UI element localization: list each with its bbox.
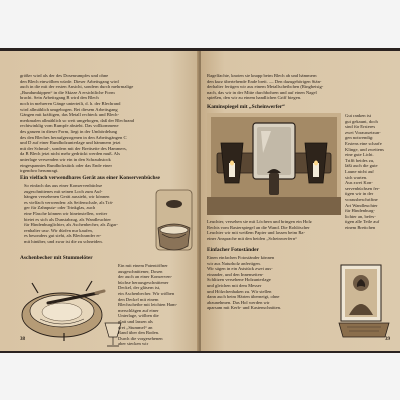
text-line: Gut ranken ist xyxy=(345,113,372,118)
text-line: gut gekaunt, doch xyxy=(345,118,378,124)
ashtray-illustration xyxy=(18,263,114,345)
text-line: Einen einfachen Fotoständer können xyxy=(207,255,275,260)
text-line: Aus zwei Kon- xyxy=(345,180,373,186)
text-line: es besonders gut sieht, als Blechrander er- xyxy=(24,233,102,239)
text-line: bracht. Sein Arbeitsgang B wird den Blech xyxy=(20,95,99,101)
text-line: wird allmählich umgebogen. Bei diesem Arbeitsgang xyxy=(20,106,118,112)
right-page-side-text xyxy=(345,113,397,230)
text-line: den kurz übertehende Ende breit. — Den dazugehörigen Stän- xyxy=(207,78,322,84)
text-line: auch in die mit der ersten Ansicht, sondern durch mehrmalige xyxy=(20,84,134,90)
right-page-number: 39 xyxy=(385,337,390,342)
hanging-dish-illustration xyxy=(150,186,196,258)
text-line: größer wird als der des Dosenrumpfes und ohne xyxy=(20,73,109,78)
text-line: einer Ansprache mit den beiden „Scheinwerfern“ xyxy=(207,235,298,241)
right-page-middle-text xyxy=(207,219,379,241)
text-line: ein Aschenbecher. Wir wölben xyxy=(118,290,175,296)
left-page xyxy=(0,51,199,351)
text-line: Leuchter, versehen sie mit Löchern und bringen ein Holz xyxy=(207,219,312,224)
text-line: Blechscheibe mit leichten Ham- xyxy=(118,302,178,308)
text-line: merschlägen auf einer xyxy=(118,307,159,313)
text-line: und Hölzchenhaken zu. Wir stellen xyxy=(207,288,272,294)
right-heading-fotostaender: Einfacher Fotoständer xyxy=(207,247,259,253)
text-line: läßt auch die gute xyxy=(345,163,378,169)
left-heading-aschenbecher: Aschenbecher mit Stummelöter xyxy=(20,255,93,261)
left-heading-konservenbuechse: Ein vielfach verwendbares Gerät aus einer Konservenbüchse xyxy=(20,175,160,181)
photo-stand-illustration xyxy=(337,261,393,343)
text-line: dann auch beim Härten überneigt, ohne xyxy=(207,294,280,300)
text-line: einander, und den Innenseiten- xyxy=(207,271,264,277)
text-line: eine Flasche können wir hineinstellen, weiter xyxy=(24,210,108,216)
book-spread xyxy=(0,51,400,351)
text-line: Art Wandleuchter xyxy=(345,202,378,208)
text-line: Ragelfachte, knoten sie knapp beim Blech ab und hämmern xyxy=(207,73,317,78)
text-line: sind für Ersteres xyxy=(345,124,376,130)
text-line: glatt und lassen als xyxy=(118,318,153,324)
text-line: den Blech einwölben würde. Dieser Arbeitsgang wird xyxy=(20,78,119,84)
text-line: tigen wir in der xyxy=(345,191,374,197)
text-line: servenbüchsen fer- xyxy=(345,185,380,191)
text-line: derhalter fertigen wir aus einem Metallscheibchen (Ringbeisig- xyxy=(207,84,324,90)
right-heading-kaminspiegel: Kaminspiegel mit „Scheinwerfer“ xyxy=(207,104,285,110)
right-page-bottom-text xyxy=(207,255,331,311)
kaminspiegel-illustration xyxy=(207,113,341,215)
text-line: der auch an einer Konserven- xyxy=(118,274,173,280)
text-line: sich warten. xyxy=(345,174,368,180)
text-line: Klinge, und zweitens xyxy=(345,146,384,152)
text-line: Wir sägen in ein Aststück zwei aus- xyxy=(207,266,273,272)
text-line: abzunehmen. Das Hol werden wir xyxy=(207,299,270,305)
left-page-top-text xyxy=(20,73,196,174)
text-line: und gleichen mit dem Messer xyxy=(207,282,262,288)
text-line: büchse herausgeschnittener xyxy=(118,279,169,285)
text-line: wir aus Naturholz anfertigen. xyxy=(207,260,261,266)
text-line: unterlage verwenden wir ein in den Schraubstock xyxy=(20,156,111,162)
text-line: Unterlage, wölben die xyxy=(118,313,159,319)
text-line: vorausbeschriftne xyxy=(345,196,378,202)
text-line: mit der Schmal-, sondern mit der Breitseite des Hammers, xyxy=(20,145,127,151)
text-line: Rand über den Boden. xyxy=(118,330,160,336)
text-line: aparsam mit Kerb- und Kastenschnitten. xyxy=(207,305,282,311)
left-page-bottom-text xyxy=(118,263,196,347)
text-line: Schlitzen versehene Holzunterlage xyxy=(207,277,271,283)
text-line: renhalter usw. Wir dürfen nur kaufen, xyxy=(24,227,93,233)
text-line: nach, das wir in der Mitte durchbohren und auf einen Nagel xyxy=(207,89,317,95)
text-line: zugeschnittenes mit seinen Loch zum Auf- xyxy=(24,188,103,194)
text-line: für Hindenburglichter, als Aschenbecher, als Zigar- xyxy=(24,222,118,228)
text-line: hängen versehenen Gerät aussieht, wir können xyxy=(24,194,110,200)
text-line: eingespanntes Rundholzstück oder das Ende einer xyxy=(20,162,112,168)
text-line: Laune nicht auf xyxy=(345,168,374,174)
text-line: irgendwo herumragt. xyxy=(20,168,59,174)
text-line: Trifft beides zu, xyxy=(345,157,375,163)
text-line: ger für Zahnputz- oder Trinkglas, auch xyxy=(24,205,96,211)
text-line: Gängen mit kräftigen, das Metall rechteck und Blech- xyxy=(20,112,119,118)
text-line: Durch die vorgesehenen xyxy=(118,335,163,341)
text-line: lichter an, befes- xyxy=(345,213,376,219)
text-line: Leuchter wir mit weißem Papier und lassen beim Ra- xyxy=(207,230,305,236)
text-line: So einfach das aus einer Konservenbüchse xyxy=(24,183,103,188)
left-page-middle-text xyxy=(24,183,152,245)
text-line: gen notwendig: xyxy=(345,135,374,141)
text-line: ausgeschnittener, Dosen xyxy=(118,268,163,274)
text-line: für Hindenburg- xyxy=(345,208,375,214)
text-line: spießen, den wir zu einem handlichen Griff biegen. xyxy=(207,95,302,101)
text-line: tigen alle Teile auf xyxy=(345,219,380,225)
text-line: und D auf einer Rundholzunterlage und hämmern jetzt xyxy=(20,140,121,146)
text-line: drei „Stummel“ an xyxy=(118,324,153,330)
text-line: noch in mehreren Gänge unterteilt, d. h. der Blechrand xyxy=(20,100,121,106)
left-page-number: 38 xyxy=(20,337,25,342)
text-line: merkmalen allmählich so weit umgebogen, daß der Blechrand xyxy=(20,117,135,123)
text-line: den Deckel mit einem xyxy=(118,296,159,302)
text-line: „Bundumkippen“ in die Skizze A ersichtliche Form xyxy=(20,89,115,95)
right-page xyxy=(201,51,400,351)
text-line: mit hinüber, und zwar ist die zu schneiden. xyxy=(24,238,103,244)
text-line: rechtwinklig vom Rumpfe absteht. Das vollkommene xyxy=(20,123,119,129)
text-line: eine gute Licht. xyxy=(345,152,374,158)
text-line: Deckel, der gläsern ist, xyxy=(118,285,161,291)
text-line: bietet es sich als Dunstabzug, als Wandleuchter xyxy=(24,216,111,222)
text-line: des den Bleches heraufgezogenen in den Arbeitsgängen C xyxy=(20,134,127,140)
text-line: aber stecken wir xyxy=(118,341,149,347)
text-line: einem Brettchen xyxy=(345,224,376,230)
text-line: des ganzen in dieser Form, liegt in der Umbördelung xyxy=(20,128,118,134)
text-line: da B Blech jetzt nicht mehr gedrückt werden muß. Als xyxy=(20,151,121,157)
text-line: es vielfach verwenden: als Seifenschale, als Trä- xyxy=(24,199,114,205)
text-line: Rechts vom Rasierspiegel an die Wand. Die Rohlöscher xyxy=(207,224,310,230)
text-line: Erstens eine scharfe xyxy=(345,140,382,146)
text-line: Ein mit einem Patentöffner xyxy=(118,263,168,268)
right-page-top-text xyxy=(207,73,379,101)
text-line: zwei Voraussetzun- xyxy=(345,129,381,135)
